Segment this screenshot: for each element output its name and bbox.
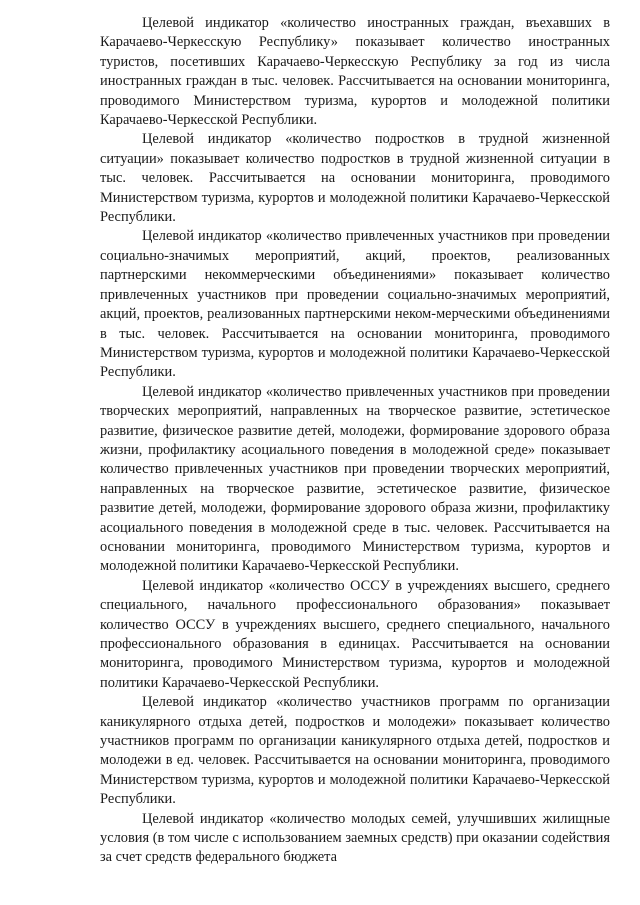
paragraph-social-events-participants-indicator: Целевой индикатор «количество привлеченных участников при проведении социально-значимых мероприятий, акций, проектов, реализованных партнерскими некоммерческими объединениями» показывает количество привлеченных участников при проведении социально-значимых мероприятий, акций, проектов, реализованных партнерскими неком-мерческими объединениями в тыс. человек. Рассчитывается на основании мониторинга, проводимого Министерством туризма, курортов и молодежной политики Карачаево-Черкесской Республики. [100, 228, 610, 381]
document-page [100, 14, 610, 868]
paragraph-young-families-indicator: Целевой индикатор «количество молодых семей, улучшивших жилищные условия (в том числе с использованием заемных средств) при оказании содействия за счет средств федерального бюджета [100, 810, 610, 866]
paragraph-teenagers-difficult-situation-indicator: Целевой индикатор «количество подростков в трудной жизненной ситуации» показывает количество подростков в трудной жизненной ситуации в тыс. человек. Рассчитывается на основании мониторинга, проводимого Министерством туризма, курортов и молодежной политики Карачаево-Черкесской Республики. [100, 131, 610, 226]
paragraph-creative-events-participants-indicator: Целевой индикатор «количество привлеченных участников при проведении творческих мероприятий, направленных на творческое развитие, эстетическое развитие, физическое развитие детей, молодежи, формирование здорового образа жизни, профилактику асоциального поведения в молодежной среде» показывает количество привлеченных участников при проведении творческих мероприятий, направленных на творческое развитие, эстетическое развитие, физическое развитие детей, молодежи, формирование здорового образа жизни, профилактику асоциального поведения в молодежной среде в тыс. человек. Рассчитывается на основании мониторинга, проводимого Министерством туризма, курортов и молодежной политики Карачаево-Черкесской Республики. [100, 383, 610, 575]
paragraph-foreign-citizens-indicator: Целевой индикатор «количество иностранных граждан, въехавших в Карачаево-Черкесскую Республику» показывает количество иностранных туристов, посетивших Карачаево-Черкесскую Республику за год из числа иностранных граждан в тыс. человек. Рассчитывается на основании мониторинга, проводимого Министерством туризма, курортов и молодежной политики Карачаево-Черкесской Республики. [100, 15, 610, 129]
paragraph-vacation-programs-indicator: Целевой индикатор «количество участников программ по организации каникулярного отдыха детей, подростков и молодежи» показывает количество участников программ по организации каникулярного отдыха детей, подростков и молодежи в ед. человек. Рассчитывается на основании мониторинга, проводимого Министерством туризма, курортов и молодежной политики Карачаево-Черкесской Республики. [100, 694, 610, 808]
paragraph-ossu-count-indicator: Целевой индикатор «количество ОССУ в учреждениях высшего, среднего специального, начального профессионального образования» показывает количество ОССУ в учреждениях высшего, среднего специального, начального профессионального образования в единицах. Рассчитывается на основании мониторинга, проводимого Министерством туризма, курортов и молодежной политики Карачаево-Черкесской Республики. [100, 577, 610, 691]
